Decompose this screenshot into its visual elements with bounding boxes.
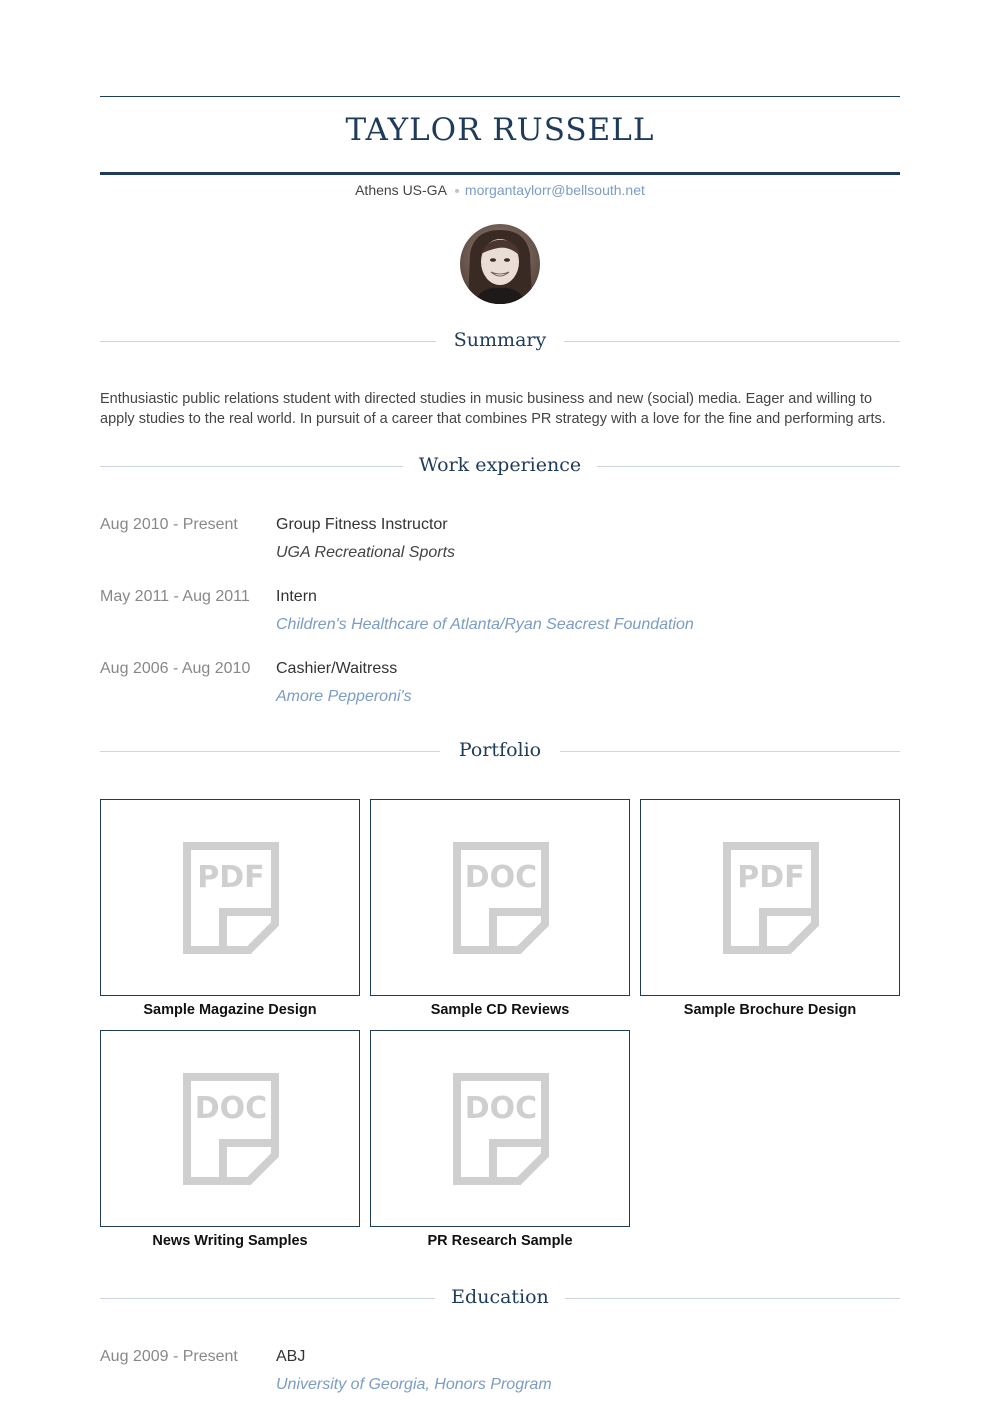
portfolio-section-heading xyxy=(100,739,900,763)
entry-date: Aug 2006 - Aug 2010 xyxy=(100,660,251,677)
email-link[interactable]: morgantaylorr@bellsouth.net xyxy=(464,182,645,198)
entry-date: May 2011 - Aug 2011 xyxy=(100,588,250,605)
heading-rule-right xyxy=(564,341,900,342)
doc-file-icon xyxy=(453,842,549,954)
separator-dot xyxy=(455,189,459,193)
entry-role: Group Fitness Instructor xyxy=(276,516,448,533)
doc-file-icon xyxy=(183,1073,279,1185)
entry-organization-link[interactable]: Amore Pepperoni's xyxy=(276,688,412,705)
entry-role: Cashier/Waitress xyxy=(276,660,398,677)
portfolio-tile[interactable] xyxy=(100,1030,360,1227)
header-bottom-rule xyxy=(100,172,900,175)
entry-date: Aug 2010 - Present xyxy=(100,516,238,533)
portfolio-caption[interactable]: Sample Brochure Design xyxy=(683,1002,857,1018)
file-type-label: DOC xyxy=(194,1091,268,1126)
heading-rule-right xyxy=(560,751,900,752)
work-heading: Work experience xyxy=(418,454,582,476)
education-section-heading xyxy=(100,1286,900,1310)
summary-section-heading xyxy=(100,329,900,353)
location-text: Athens US-GA xyxy=(355,182,447,198)
heading-rule-right xyxy=(597,466,900,467)
education-heading: Education xyxy=(451,1286,549,1308)
work-section-heading xyxy=(100,454,900,478)
entry-date: Aug 2009 - Present xyxy=(100,1348,238,1365)
portfolio-caption[interactable]: Sample CD Reviews xyxy=(430,1002,570,1018)
portfolio-caption[interactable]: PR Research Sample xyxy=(427,1233,573,1249)
entry-institution-link[interactable]: University of Georgia, Honors Program xyxy=(276,1376,552,1393)
file-type-label: PDF xyxy=(197,860,265,895)
file-type-label: DOC xyxy=(464,1091,538,1126)
file-type-label: DOC xyxy=(464,860,538,895)
summary-paragraph: Enthusiastic public relations student with directed studies in music business and new (social) media. Eager and willing to apply studies to the real world. In pursuit of a career that combines PR strategy with a love for the fine and performing arts. xyxy=(100,391,886,427)
portfolio-tile[interactable] xyxy=(370,799,630,996)
entry-organization-link[interactable]: Children's Healthcare of Atlanta/Ryan Seacrest Foundation xyxy=(276,616,694,633)
entry-organization: UGA Recreational Sports xyxy=(276,544,456,561)
heading-rule-right xyxy=(565,1298,900,1299)
entry-degree: ABJ xyxy=(276,1348,306,1365)
header-top-rule xyxy=(100,96,900,97)
portfolio-caption[interactable]: Sample Magazine Design xyxy=(143,1002,317,1018)
summary-heading: Summary xyxy=(453,329,547,351)
doc-file-icon xyxy=(453,1073,549,1185)
portfolio-caption[interactable]: News Writing Samples xyxy=(152,1233,308,1249)
file-type-label: PDF xyxy=(737,860,805,895)
candidate-name: TAYLOR RUSSELL xyxy=(345,112,655,148)
portfolio-tile[interactable] xyxy=(640,799,900,996)
avatar xyxy=(460,224,540,304)
entry-role: Intern xyxy=(276,588,317,605)
portfolio-heading: Portfolio xyxy=(458,739,542,761)
contact-line xyxy=(100,182,900,198)
pdf-file-icon xyxy=(183,842,279,954)
portfolio-tile[interactable] xyxy=(370,1030,630,1227)
pdf-file-icon xyxy=(723,842,819,954)
portfolio-tile[interactable] xyxy=(100,799,360,996)
resume-page xyxy=(100,0,900,1410)
